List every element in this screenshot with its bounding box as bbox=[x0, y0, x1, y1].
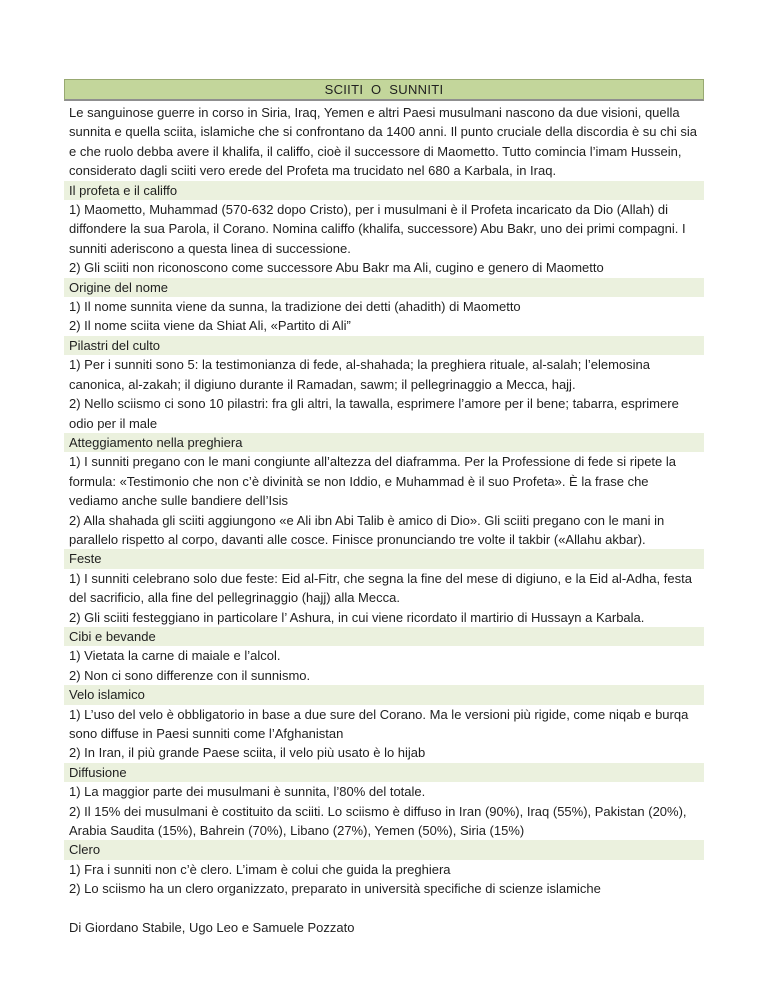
section bbox=[64, 278, 704, 336]
section-header: Clero bbox=[64, 840, 704, 859]
section-paragraph: 2) Non ci sono differenze con il sunnismo. bbox=[69, 667, 311, 683]
section-paragraph: 2) Lo sciismo ha un clero organizzato, preparato in università specifiche di scienze islamiche bbox=[69, 881, 601, 897]
section-paragraph: 2) Il nome sciita viene da Shiat Ali, «Partito di Ali” bbox=[69, 318, 351, 334]
section-paragraph: 1) La maggior parte dei musulmani è sunnita, l’80% del totale. bbox=[69, 784, 426, 800]
intro-paragraph: Le sanguinose guerre in corso in Siria, Iraq, Yemen e altri Paesi musulmani nascono da due visioni, quella sunnita e quella sciita, islamiche che si confrontano da 1400 anni. Il punto cruciale della discordia è su chi sia e che ruolo debba avere il khalifa, il califfo, cioè il successore di Maometto. Tutto comincia l’imam Hussein, considerato dagli sciiti vero erede del Profeta ma trucidato nel 680 a Karbala, in Iraq. bbox=[69, 105, 697, 179]
section bbox=[64, 181, 704, 278]
section bbox=[64, 549, 704, 627]
section-paragraph: 1) Per i sunniti sono 5: la testimonianza di fede, al-shahada; la preghiera rituale, al-salah; l’elemosina canonica, al-zakah; il digiuno durante il Ramadan, sawm; il pellegrinaggio a Mecca, hajj. bbox=[69, 357, 650, 392]
section-paragraph: 1) I sunniti pregano con le mani congiunte all’altezza del diaframma. Per la Professione di fede si ripete la formula: «Testimonio che non c’è divinità se non Iddio, e Muhammad è il suo Profeta». È la frase che vediamo anche sulle bandiere dell’Isis bbox=[69, 454, 677, 509]
document-title: SCIITI O SUNNITI bbox=[64, 79, 704, 101]
section-header: Atteggiamento nella preghiera bbox=[64, 433, 704, 452]
section bbox=[64, 763, 704, 841]
section-paragraph: 1) I sunniti celebrano solo due feste: Eid al-Fitr, che segna la fine del mese di digiuno, e la Eid al-Adha, festa del sacrificio, alla fine del pellegrinaggio (hajj) alla Mecca. bbox=[69, 570, 692, 606]
section bbox=[64, 336, 704, 433]
section-header: Velo islamico bbox=[64, 685, 704, 704]
section-header: Cibi e bevande bbox=[64, 627, 704, 646]
section-paragraph: 2) Il 15% dei musulmani è costituito da sciiti. Lo sciismo è diffuso in Iran (90%), Iraq (55%), Pakistan (20%), Arabia Saudita (15%), Bahrein (70%), Libano (27%), Yemen (50%), Siria (15%) bbox=[69, 803, 687, 839]
section-paragraph: 2) Gli sciiti festeggiano in particolare l’ Ashura, in cui viene ricordato il martirio di Hussayn a Karbala. bbox=[69, 609, 645, 625]
section-header: Origine del nome bbox=[64, 278, 704, 297]
section-header: Il profeta e il califfo bbox=[64, 181, 704, 200]
document-page bbox=[64, 79, 704, 937]
section-header: Diffusione bbox=[64, 763, 704, 782]
section-paragraph: 2) In Iran, il più grande Paese sciita, il velo più usato è lo hijab bbox=[69, 745, 426, 761]
section bbox=[64, 840, 704, 898]
section bbox=[64, 433, 704, 549]
section-header: Pilastri del culto bbox=[64, 336, 704, 355]
section-header: Feste bbox=[64, 549, 704, 568]
section-paragraph: 1) Vietata la carne di maiale e l’alcol. bbox=[69, 648, 281, 664]
section-paragraph: 2) Alla shahada gli sciiti aggiungono «e Ali ibn Abi Talib è amico di Dio». Gli sciiti pregano con le mani in parallelo rispetto al corpo, davanti alle cosce. Finisce pronunciando tre volte il takbir («Allahu akbar). bbox=[69, 512, 665, 547]
section-paragraph: 1) Il nome sunnita viene da sunna, la tradizione dei detti (ahadith) di Maometto bbox=[69, 299, 521, 315]
section bbox=[64, 685, 704, 763]
section-paragraph: 2) Nello sciismo ci sono 10 pilastri: fra gli altri, la tawalla, esprimere l’amore per il bene; tabarra, esprimere odio per il male bbox=[69, 396, 679, 431]
section-paragraph: 1) Fra i sunniti non c’è clero. L’imam è colui che guida la preghiera bbox=[69, 861, 451, 877]
section-paragraph: 2) Gli sciiti non riconoscono come successore Abu Bakr ma Ali, cugino e genero di Maometto bbox=[69, 260, 604, 276]
section-paragraph: 1) L’uso del velo è obbligatorio in base a due sure del Corano. Ma le versioni più rigide, come niqab e burqa sono diffuse in Paesi sunniti come l’Afghanistan bbox=[69, 706, 689, 741]
section bbox=[64, 627, 704, 685]
byline: Di Giordano Stabile, Ugo Leo e Samuele Pozzato bbox=[69, 920, 355, 936]
sections-container bbox=[64, 181, 704, 899]
section-paragraph: 1) Maometto, Muhammad (570-632 dopo Cristo), per i musulmani è il Profeta incaricato da Dio (Allah) di diffondere la sua Parola, il Corano. Nomina califfo (khalifa, successore) Abu Bakr, uno dei primi compagni. I sunniti aderiscono a questa linea di successione. bbox=[69, 202, 686, 256]
